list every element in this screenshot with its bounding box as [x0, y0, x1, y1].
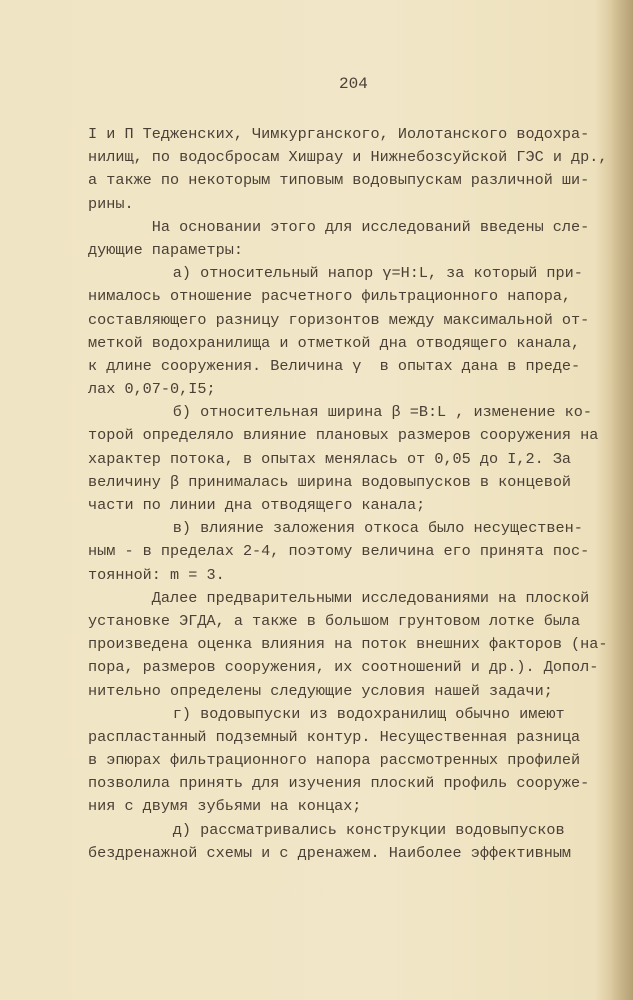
text-line: рины. — [88, 194, 134, 213]
text-line: составляющего разницу горизонтов между максимальной от- — [88, 310, 590, 329]
document-body — [88, 123, 618, 865]
text-line: I и П Теджeнских, Чимкурганского, Иолотанского водохра- — [88, 125, 590, 143]
list-item-d: д) рассматривались конструкции водовыпусков — [172, 820, 565, 839]
text-line: тоянной: m = 3. — [88, 565, 225, 584]
text-line: ния с двумя зубьями на концах; — [88, 797, 362, 816]
text-line: а также по некоторым типовым водовыпускам различной ши- — [88, 171, 590, 190]
list-item-g: г) водовыпуски из водохранилищ обычно имеют — [172, 704, 565, 723]
text-line: части по линии дна отводящего канала; — [88, 496, 426, 514]
text-line: нималось отношение расчетного фильтрационного напора, — [88, 287, 572, 306]
text-line: позволила принять для изучения плоский профиль сооруже- — [88, 774, 590, 793]
text-line: нительно определены следующие условия нашей задачи; — [88, 681, 553, 700]
text-line: к длине сооружения. Величина γ в опытах дана в преде- — [88, 356, 581, 375]
list-item-v: в) влияние заложения откоса было несуществен- — [172, 519, 583, 538]
text-line: ным - в пределах 2-4, поэтому величина его принята пос- — [88, 542, 590, 561]
text-line: распластанный подземный контур. Несущественная разница — [88, 727, 581, 746]
paragraph-start: Далее предварительными исследованиями на плоской — [151, 588, 590, 607]
paragraph-start: На основании этого для исследований введены сле- — [151, 217, 590, 236]
text-line: меткой водохранилища и отметкой дна отводящего канала, — [88, 333, 581, 352]
text-line: бездренажной схемы и с дренажем. Наиболее эффективным — [88, 843, 572, 862]
page-number: 204 — [339, 75, 368, 93]
text-line: произведена оценка влияния на поток внешних факторов (на- — [88, 635, 608, 654]
list-item-b: б) относительная ширина β =B:L , изменение ко- — [172, 403, 592, 422]
text-line: дующие параметры: — [88, 240, 243, 259]
text-line: лах 0,07-0,I5; — [88, 380, 216, 399]
text-line: характер потока, в опытах менялась от 0,05 до I,2. За — [88, 449, 572, 468]
list-item-a: а) относительный напор γ=H:L, за который при- — [172, 264, 583, 283]
text-line: установке ЭГДА, а также в большом грунтовом лотке была — [88, 611, 581, 630]
text-line: нилищ, по водосбросам Хишрау и Нижнебозсуйской ГЭС и др., — [88, 148, 608, 167]
text-line: пора, размеров сооружения, их соотношений и др.). Допол- — [88, 658, 599, 677]
text-line: торой определяло влияние плановых размеров сооружения на — [88, 426, 599, 445]
text-line: в эпюрах фильтрационного напора рассмотренных профилей — [88, 751, 581, 770]
text-line: величину β принималась ширина водовыпусков в концевой — [88, 472, 572, 491]
